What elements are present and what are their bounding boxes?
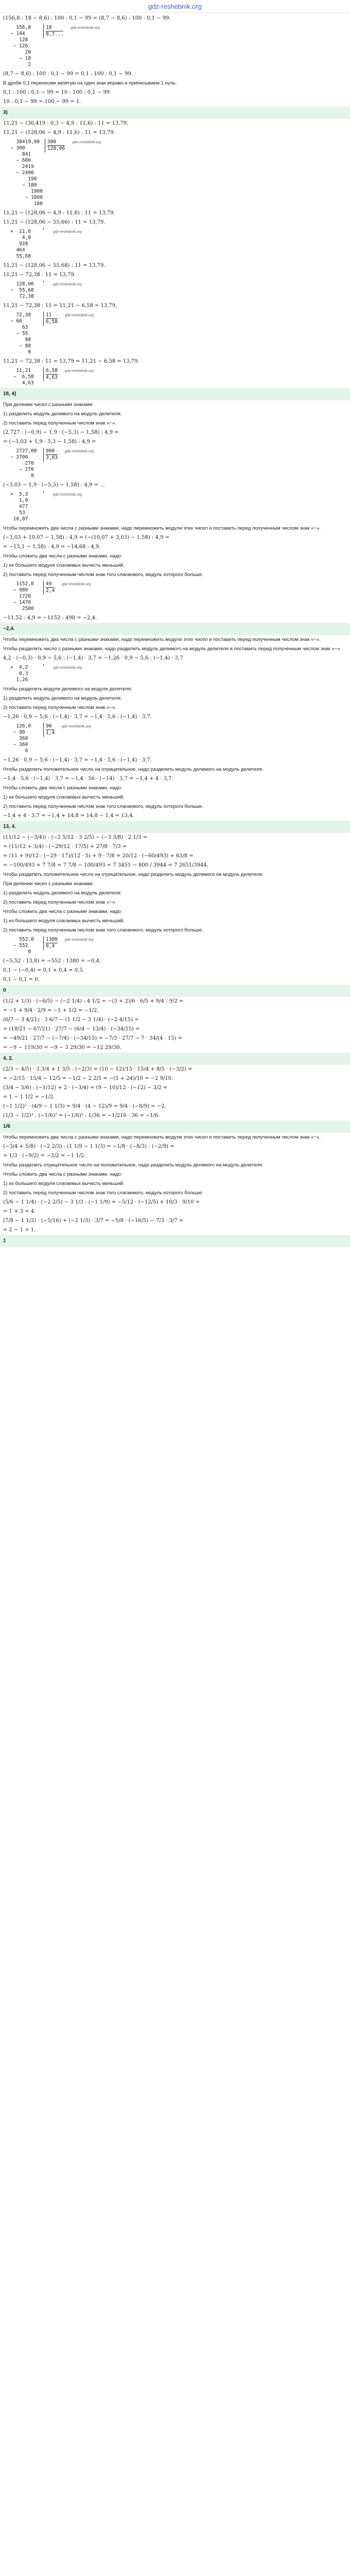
solution-line xyxy=(3,957,347,966)
divisor: 1380 xyxy=(46,937,58,942)
long-calculation xyxy=(3,24,347,69)
divisor: 6,58 xyxy=(46,368,58,374)
solution-line xyxy=(3,907,347,917)
solution-line xyxy=(3,1093,347,1102)
line-text: (6/7 − 3 4/21) · 3 6/7 − (1 1/2 − 3 1/4) · (−2 4/15) = xyxy=(3,1017,139,1023)
line-text: 11,21 − (36,419 : 0,3 − 4,9 : 11,6) : 11 = 13,79. xyxy=(3,121,129,126)
solution-line xyxy=(3,1226,347,1235)
line-text: 0,1 − 0,1 = 0. xyxy=(3,977,40,982)
line-text: (7/8 − 1 1/2) : (−5/16) + (−2 1/3) · 3/7 = −5/8 · (−16/5) − 7/3 · 3/7 = xyxy=(3,1218,184,1224)
watermark: gdz-reshebnik.org xyxy=(64,450,94,453)
solution-line xyxy=(3,1015,347,1025)
solution-line xyxy=(3,1161,347,1170)
answer-line xyxy=(0,1235,350,1247)
line-text: 13, 4. xyxy=(3,824,16,829)
line-text: 0,1 − (−0,4) = 0,1 + 0,4 = 0,5. xyxy=(3,968,84,973)
solution-line xyxy=(3,1074,347,1083)
watermark: gdz-reshebnik.org xyxy=(64,369,94,373)
line-text: Чтобы перемножить два числа с разными знаками, надо перемножить модули этих чисел и поставить перед полученным числом знак «−». xyxy=(3,637,321,642)
solution-line xyxy=(3,614,347,623)
calculation-column: 72,38 − 66 63 − 55 88 − 88 0 xyxy=(10,312,31,355)
solution-line xyxy=(3,1043,347,1053)
solution-line xyxy=(3,645,347,654)
line-text: (−1 1/2)² · (4/9 − 1 1/3) = 9/4 · (4 − 12)/9 = 9/4 · (−8/9) = −2. xyxy=(3,1104,166,1109)
calculation-column: 38419,00 − 300 841 − 600 2419 − 2400 190 − 180 1900 − 1800 100 xyxy=(10,139,43,207)
line-text: 4,2 · (−0,3) · 0,9 − 5,6 : (−1,4) · 3,7 = −1,26 · 0,9 − 5,6 : (−1,4) · 3,7 xyxy=(3,655,183,661)
divisor-quotient xyxy=(45,139,67,152)
solution-line xyxy=(3,79,347,88)
line-text: = −13,1 − 1,58) : 4,9 = −14,68 : 4,9. xyxy=(3,544,101,550)
line-text: Чтобы разделить отрицательное число на положительное, надо разделить модуль делимого на модуль делителя. xyxy=(3,1162,264,1168)
answer-line xyxy=(0,985,350,997)
watermark: gdz-reshebnik.org xyxy=(62,725,91,728)
line-text: (1/2 + 1/3) · (−6/5) − (−2 1/4) : 4 1/2 = −(3 + 2)/6 · 6/5 + 9/4 : 9/2 = xyxy=(3,998,184,1004)
line-text: 1) из большего модуля слагаемых вычесть меньший; xyxy=(3,918,125,924)
solution-line xyxy=(3,400,347,410)
line-text: −1,4 · 5,6 · (−1,4) · 3,7 = −1,4 · 56 · (−14) · 3,7 = −1,4 + 4 · 3,7. xyxy=(3,776,173,782)
line-text: 1) из большего модуля слагаемых вычесть меньший; xyxy=(3,794,125,800)
solution-line xyxy=(3,1065,347,1074)
calculation-column: 156,8 − 144 128 − 126 20 − 18 2 xyxy=(10,25,31,67)
line-text: = 1 − 1 1/2 = −1/2. xyxy=(3,1094,55,1100)
line-text: 11,21 − 72,38 : 11 = 13,79. xyxy=(3,272,76,278)
solution-line xyxy=(3,1142,347,1151)
solution-line xyxy=(3,1179,347,1189)
answer-line xyxy=(0,388,350,400)
line-text: 18, 4) xyxy=(3,391,16,397)
line-text: 0,1 : 100 : 0,1 − 99 = 10 : 100 : 0,1 − 99. xyxy=(3,90,112,95)
calculation-column: 1152,0 − 980 1720 − 1470 2500 xyxy=(13,581,34,612)
solution-line xyxy=(3,889,347,898)
long-calculation xyxy=(3,664,347,684)
long-calculation xyxy=(3,228,347,260)
solution-line xyxy=(3,635,347,645)
watermark: gdz-reshebnik.org xyxy=(53,230,82,234)
line-text: = −49/21 · 27/7 − (−7/4) · (−34/15) = −7/3 · 27/7 − 7 · 34/(4 · 15) = xyxy=(3,1036,183,1041)
line-text: 11,21 − (128,06 − 4,9 : 11,6) : 11 = 13,79. xyxy=(3,130,115,135)
line-text: (2,727 : (−0,9) − 1,9 · (−5,3) − 1,58) : 4,9 = xyxy=(3,430,119,435)
solution-line xyxy=(3,533,347,543)
line-text: = −100/493 + 7 7/8 = 7 7/8 − 100/493 = 7 3451 − 800 / 3944 = 7 2651/3944. xyxy=(3,862,208,868)
solution-line xyxy=(3,975,347,985)
line-text: Чтобы разделить модули делимого на модули делителя; xyxy=(3,686,132,692)
calculation-column: × 5,3 1,9 477 53 10,07 xyxy=(10,492,28,522)
divisor: 49 xyxy=(46,581,55,588)
line-text: −1,4 + 4 · 3,7 = −1,4 + 14,8 = 14,8 − 1,4 = 13,4. xyxy=(3,813,134,819)
line-text: = (11 + 9)/12 : (−29 · 17)/(12 · 5) + 9 · 7/8 = 20/12 · (−60/493) + 63/8 = xyxy=(3,853,194,859)
solution-line xyxy=(3,833,347,842)
answer-line xyxy=(0,623,350,635)
line-text: (−3/4 + 5/8) · (−2 2/3) : (1 1/9 − 1 1/3) = −1/8 · (−8/3) : (−2/9) = xyxy=(3,1144,174,1149)
solution-line xyxy=(3,524,347,533)
solution-line xyxy=(3,1151,347,1161)
divisor: 90 xyxy=(46,723,55,730)
solution-line xyxy=(3,1034,347,1043)
line-text: 11,21 − (128,06 − 55,68) : 11 = 13,79. xyxy=(3,263,106,268)
line-text: = −9 − 119/30 = −9 − 3 29/30 = −12 29/30. xyxy=(3,1045,121,1050)
solution-line xyxy=(3,802,347,811)
solution-line xyxy=(3,1133,347,1142)
calculation-column: 2727,00 − 2700 270 − 270 0 xyxy=(10,448,37,479)
calculation-column: × 11,6 4,8 928 464 55,68 xyxy=(10,229,31,259)
site-header xyxy=(0,0,350,13)
line-text: Чтобы сложить два числа с разными знаками, надо: xyxy=(3,1172,122,1177)
line-text: Чтобы разделить число с разными знаками, надо разделить модуль делимого на модуль делителя и поставить перед полученным числом знак «−». xyxy=(3,646,342,652)
solution-line xyxy=(3,14,347,23)
solution-line xyxy=(3,419,347,428)
long-calculation xyxy=(3,139,347,208)
line-text: Чтобы перемножить два числа с разными знаками, надо перемножить модули этих чисел и поставить перед полученным числом знак «−». xyxy=(3,526,321,531)
calculation-column: 126,0 − 90 360 − 360 0 xyxy=(13,723,31,754)
solution-line xyxy=(3,756,347,765)
watermark: gdz-reshebnik.org xyxy=(64,938,94,942)
calculation-column: 128,06 − 55,68 72,38 xyxy=(10,281,34,299)
line-text: = 2 − 1 = 1. xyxy=(3,1227,36,1233)
watermark: gdz-reshebnik.org xyxy=(71,26,100,30)
line-text: 1) разделить модуль делимого на модуль делителя; xyxy=(3,696,122,701)
line-text: Чтобы разделить положительное число на отрицательное, надо разделить модуль делимого на модуль делителя. xyxy=(3,767,264,772)
quotient: 128,06 xyxy=(47,146,65,151)
divisor: 900 xyxy=(46,448,58,455)
long-calculation xyxy=(3,491,347,523)
watermark: gdz-reshebnik.org xyxy=(72,141,101,144)
divisor-quotient xyxy=(43,448,60,462)
line-text: Чтобы сложить два числа с разными знаками, надо: xyxy=(3,909,122,914)
line-text: = −2/15 · 15/4 − 12/5 = −1/2 − 2 2/5 = −(5 + 24)/10 = −2 9/10. xyxy=(3,1076,173,1081)
solution-line xyxy=(3,88,347,97)
line-text: (−3,03 − 1,9 · (−5,3) − 1,58) : 4,9 = ... xyxy=(3,482,105,488)
site-title-link[interactable]: gdz-reshebnik.org xyxy=(148,2,202,10)
solution-line xyxy=(3,784,347,793)
solution-line xyxy=(3,428,347,437)
line-text: 3) xyxy=(3,110,8,115)
solution-line xyxy=(3,1216,347,1226)
solution-line xyxy=(3,561,347,570)
divisor-quotient xyxy=(43,723,57,737)
long-calculation xyxy=(3,448,347,480)
line-text: 2) поставить перед полученным числом знак того слагаемого, модуль которого больше. xyxy=(3,1190,203,1196)
line-text: = 1/3 · (−9/2) = −3/2 = −1 1/2. xyxy=(3,1153,86,1159)
solution-line xyxy=(3,811,347,821)
long-calculation xyxy=(3,281,347,300)
line-text: Чтобы сложить два числа с разными знаками, надо: xyxy=(3,553,122,559)
line-text: 2) поставить перед полученным числом знак того слагаемого, модуль которого больше. xyxy=(3,804,203,809)
solution-line xyxy=(3,793,347,802)
line-text: 4, 2. xyxy=(3,1056,13,1061)
solution-line xyxy=(3,917,347,926)
long-calculation xyxy=(3,581,347,613)
divisor-quotient xyxy=(43,491,48,493)
solution-line xyxy=(3,1025,347,1034)
line-text: 11,21 − (128,06 − 55,66) : 11 = 13,79. xyxy=(3,219,106,225)
solution-line xyxy=(3,261,347,270)
line-text: 2) поставить перед полученным числом знак «−». xyxy=(3,900,116,905)
answer-line xyxy=(0,1121,350,1133)
solution-line xyxy=(3,966,347,975)
answer-line xyxy=(0,1053,350,1065)
solution-line xyxy=(3,997,347,1006)
quotient: 8,7... xyxy=(46,31,64,37)
watermark: gdz-reshebnik.org xyxy=(53,283,82,286)
solution-line xyxy=(3,1189,347,1198)
divisor-quotient xyxy=(43,312,60,326)
quotient: 3,03 xyxy=(46,455,58,461)
quotient: 1,4 xyxy=(46,730,55,736)
line-text: 2) поставить перед полученным числом знак «−». xyxy=(3,420,116,426)
quotient: 2,4 xyxy=(46,588,55,594)
line-text: 1) разделить модуль делимого на модуль делителя; xyxy=(3,890,122,896)
answer-line xyxy=(0,821,350,833)
line-text: 1) из большего модуля слагаемых вычесть меньший; xyxy=(3,1181,125,1187)
solution-line xyxy=(3,926,347,935)
solution-line xyxy=(3,842,347,852)
solution-line xyxy=(3,1083,347,1093)
calculation-column: 552,0 − 552 0 xyxy=(13,937,34,955)
line-text: 10 : 0,1 − 99 = 100 − 99 = 1. xyxy=(3,99,81,105)
line-text: 1 xyxy=(3,1238,6,1244)
line-text: 11,21 − (128,06 − 4,9 : 11,6) : 11 = 13,79. xyxy=(3,210,115,216)
divisor-quotient xyxy=(43,664,48,666)
calculation-column: 11,21 − 6,58 4,63 xyxy=(13,368,34,386)
line-text: 11,21 − 72,38 : 11 = 13,79 = 11,21 − 6,58 = 13,79. xyxy=(3,359,139,364)
divisor-quotient xyxy=(43,228,48,230)
solution-line xyxy=(3,357,347,366)
long-calculation xyxy=(3,367,347,387)
solution-line xyxy=(3,713,347,722)
line-text: Чтобы перемножить два числа с разными знаками, надо перемножить модули этих чисел и поставить перед полученным числом знак «−». xyxy=(3,1134,321,1140)
line-text: = (11/12 + 3/4) : (−29/12 · 17/5) + 27/8 · 7/3 = xyxy=(3,844,127,850)
solution-line xyxy=(3,898,347,907)
solution-line xyxy=(3,852,347,861)
solution-line xyxy=(3,870,347,879)
line-text: 1/6 xyxy=(3,1124,10,1129)
line-text: 2) поставить перед полученным числом знак того слагаемого, модуль которого больше. xyxy=(3,572,203,578)
line-text: 0 xyxy=(3,988,6,993)
solution-line xyxy=(3,861,347,870)
solution-line xyxy=(3,70,347,79)
solution-line xyxy=(3,879,347,889)
line-text: = (−3,03 + 1,9 · 5,3 − 1,58) : 4,9 = xyxy=(3,439,96,445)
line-text: (11/12 − (−3/4)) : (−2 5/12 · 3 2/5) − (−3 3/8) · 2 1/3 = xyxy=(3,835,147,840)
solution-line xyxy=(3,1207,347,1216)
line-text: (5/6 − 1 1/4) · (−2 2/5) − 3 1/3 : (−1 1/9) = −5/12 · (−12/5) + 10/3 · 9/10 = xyxy=(3,1199,200,1205)
line-text: −1,26 · 0,9 − 5,6 : (−1,4) · 3,7 = −1,4 · 5,6 : (−1,4) · 3,7. xyxy=(3,714,152,720)
line-text: 1) из большего модуля слагаемых вычесть меньший; xyxy=(3,563,125,568)
quotient: 0,4 xyxy=(46,943,55,949)
line-text: = −1 + 9/4 · 2/9 = −1 + 1/2 = −1/2. xyxy=(3,1008,99,1013)
solution-line xyxy=(3,774,347,784)
line-text: −2,4. xyxy=(3,626,15,632)
line-text: −11,52 : 4,9 = −1152 : 490 = −2,4. xyxy=(3,615,97,621)
solution-line xyxy=(3,1006,347,1015)
divisor-quotient xyxy=(43,367,60,381)
watermark: gdz-reshebnik.org xyxy=(53,493,82,497)
answer-line xyxy=(0,107,350,119)
line-text: В дроби 0,1 переносим запятую на один знак вправо и приписываем 1 нуль. xyxy=(3,80,177,86)
line-text: (−3,03 + 10,07 − 1,58) : 4,9 = (−(10,07 + 3,03) − 1,58) : 4,9 = xyxy=(3,535,169,540)
solution-line xyxy=(3,481,347,490)
line-text: = 1 + 3 = 4. xyxy=(3,1209,36,1214)
long-calculation xyxy=(3,936,347,956)
line-text: 11,21 − 72,38 : 11 = 11,21 − 6,58 = 13,79. xyxy=(3,303,117,309)
solution-line xyxy=(3,410,347,419)
line-text: 2) поставить перед полученным числом знак того слагаемого, модуль которого больше. xyxy=(3,927,203,933)
solution-line xyxy=(3,1198,347,1207)
line-text: При делении чисел с разными знаками: xyxy=(3,881,94,887)
line-text: = (18/21 − 67/21) · 27/7 − (6/4 − 13/4) · (−34/15) = xyxy=(3,1026,140,1032)
solution-content xyxy=(0,13,350,1247)
line-text: (3/4 − 5/6) : (−1/12) + 2 · (−3/4) = (9 − 10)/12 · (−12) − 3/2 = xyxy=(3,1085,168,1091)
solution-line xyxy=(3,128,347,138)
solution-line xyxy=(3,218,347,227)
solution-line xyxy=(3,1170,347,1179)
divisor-quotient xyxy=(43,281,48,282)
solution-line xyxy=(3,270,347,280)
line-text: Чтобы разделить положительное число на отрицательное, надо разделить модуль делимого на модуль делителя. xyxy=(3,872,264,877)
calculation-column: × 4,2 0,3 1,26 xyxy=(10,665,28,683)
line-text: При делении чисел с разными знаками: xyxy=(3,402,94,408)
solution-line xyxy=(3,543,347,552)
solution-line xyxy=(3,1102,347,1111)
solution-line xyxy=(3,765,347,774)
solution-line xyxy=(3,694,347,703)
solution-line xyxy=(3,552,347,561)
divisor-quotient xyxy=(43,24,65,38)
divisor: 18 xyxy=(46,25,63,31)
line-text: (2/3 − 4/5) · 3 3/4 + 1 3/5 : (−2/3) = (10 − 12)/15 · 15/4 + 8/5 · (−3/2) = xyxy=(3,1066,192,1072)
line-text: (1/3 − 1/2)³ : (−1/6)² = (−1/6)³ : 1/36 = −1/216 · 36 = −1/6. xyxy=(3,1113,160,1118)
solution-line xyxy=(3,119,347,128)
long-calculation xyxy=(3,312,347,356)
long-calculation xyxy=(3,723,347,755)
solution-line xyxy=(3,1111,347,1121)
solution-line xyxy=(3,301,347,311)
solution-line xyxy=(3,570,347,580)
solution-line xyxy=(3,437,347,447)
divisor: 11 xyxy=(46,312,58,319)
watermark: gdz-reshebnik.org xyxy=(64,314,94,317)
solution-line xyxy=(3,209,347,218)
solution-line xyxy=(3,685,347,694)
solution-line xyxy=(3,703,347,713)
line-text: 1) разделить модуль делимого на модуль делителя; xyxy=(3,411,122,417)
line-text: (156,8 : 18 − 8,6) : 100 : 0,1 − 99 = (8,7 − 8,6) : 100 : 0,1 − 99. xyxy=(3,15,171,21)
line-text: (8,7 − 8,6) : 100 : 0,1 − 99 = 0,1 : 100 : 0,1 − 99. xyxy=(3,71,133,77)
quotient: 6,58 xyxy=(46,319,58,325)
line-text: −1,26 · 0,9 − 5,6 : (−1,4) · 3,7 = −1,4 · 5,6 : (−1,4) · 3,7. xyxy=(3,757,152,763)
line-text: Чтобы сложить два числа с разными знаками, надо: xyxy=(3,785,122,791)
solution-line xyxy=(3,97,347,107)
watermark: gdz-reshebnik.org xyxy=(62,583,91,586)
watermark: gdz-reshebnik.org xyxy=(53,666,82,670)
line-text: (−5,52 : 13,8) = −552 : 1380 = −0,4. xyxy=(3,958,101,964)
divisor-quotient xyxy=(43,581,57,595)
divisor: 300 xyxy=(47,139,65,146)
solution-line xyxy=(3,654,347,663)
divisor-quotient xyxy=(43,936,60,950)
quotient: 4,63 xyxy=(46,375,58,380)
line-text: 2) поставить перед полученным числом знак «−». xyxy=(3,705,116,710)
